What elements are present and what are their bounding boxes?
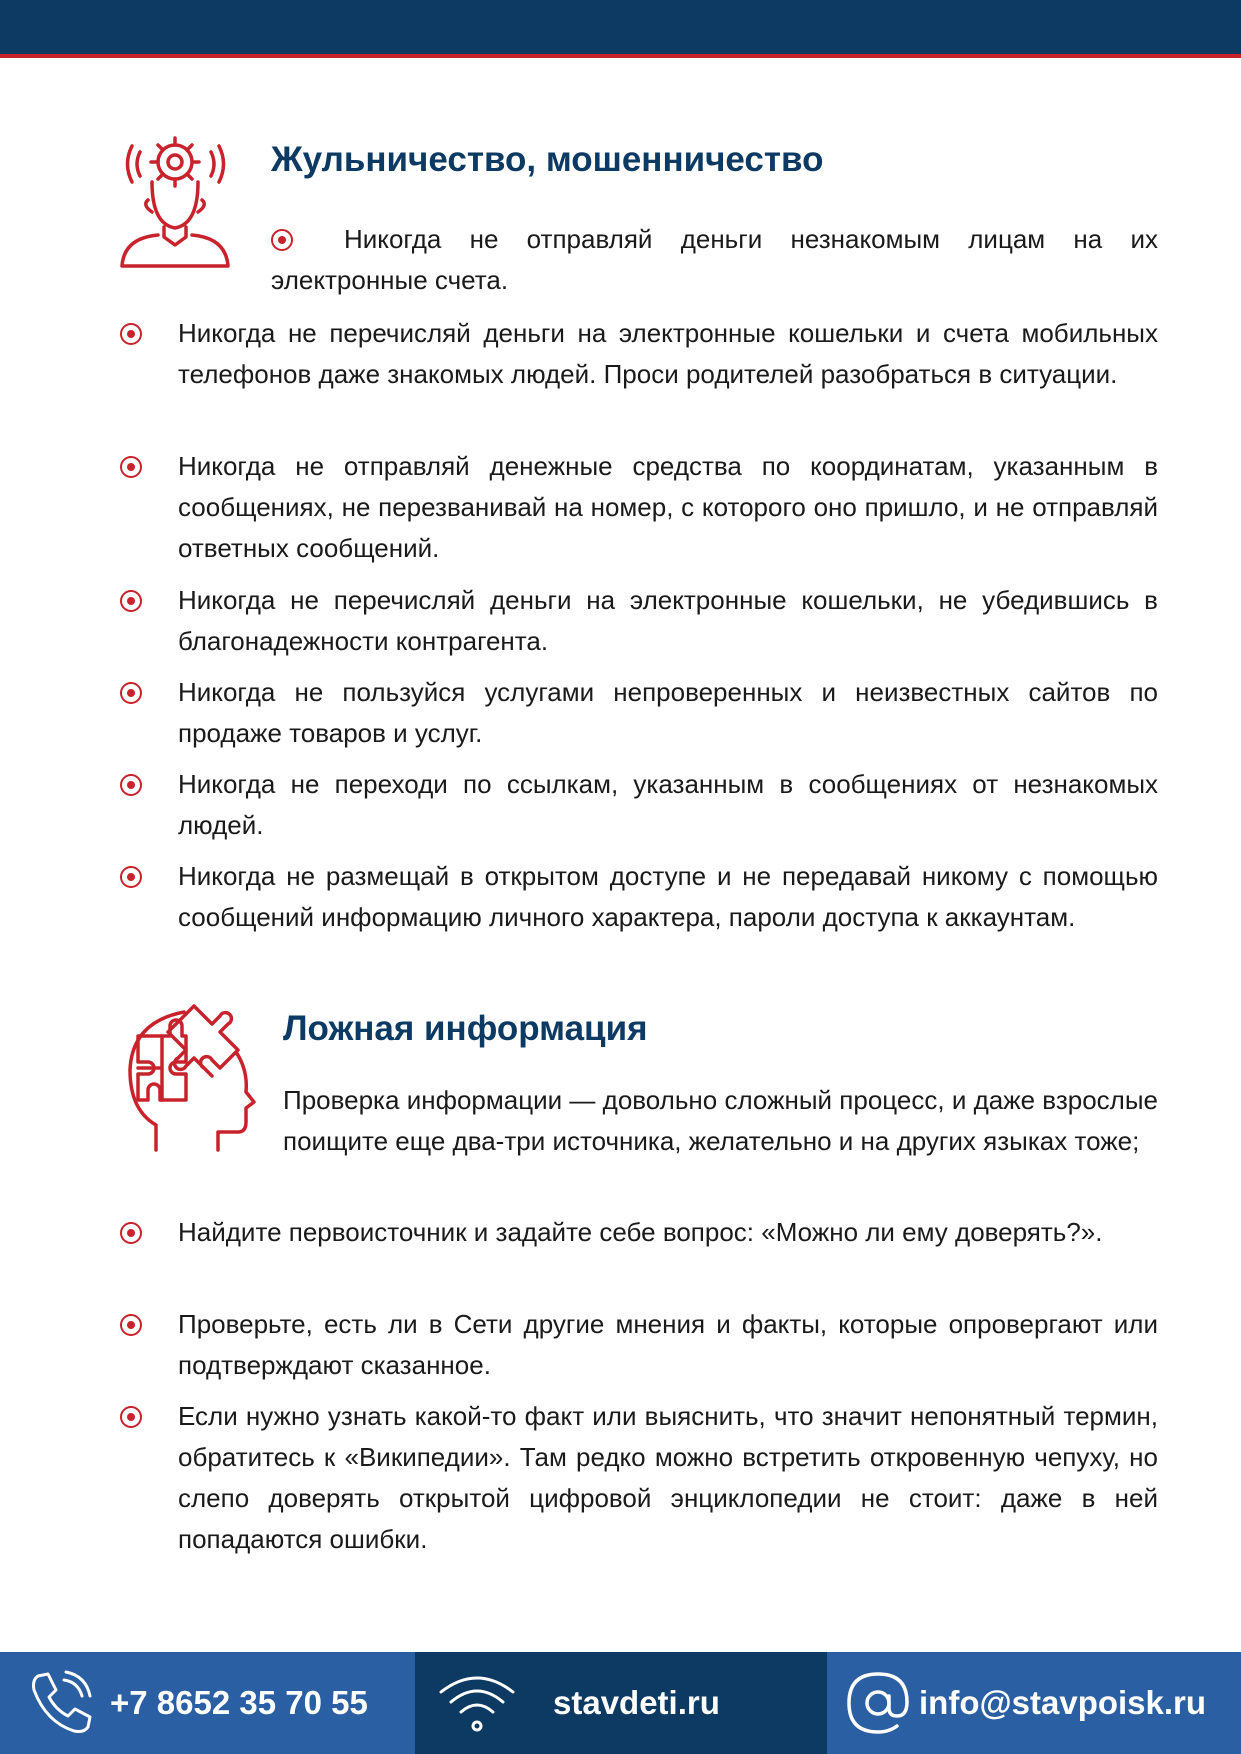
section-fraud-title: Жульничество, мошенничество (271, 140, 824, 179)
phone-icon (28, 1670, 96, 1736)
bullet-icon (120, 1212, 158, 1253)
bullet-icon (120, 580, 158, 621)
wifi-icon (437, 1670, 517, 1736)
footer-email-block[interactable] (827, 1652, 1241, 1754)
head-gear-icon (118, 130, 233, 270)
fraud-item-2: Никогда не перечисляй деньги на электронные кошельки и счета мобильных телефонов даже знакомых людей. Проси родителей разобраться в ситуации. (178, 318, 1158, 389)
bullet-icon (120, 672, 158, 713)
at-sign-icon (843, 1668, 913, 1738)
fraud-item-6: Никогда не переходи по ссылкам, указанным в сообщениях от незнакомых людей. (178, 769, 1158, 840)
misinfo-intro-text: Проверка информации — довольно сложный процесс, и даже взрослые поищите еще два-три источника, желательно и на других языках тоже; (283, 1085, 1158, 1156)
misinfo-item-3: Если нужно узнать какой-то факт или выяснить, что значит непонятный термин, обратитесь к «Википедии». Там редко можно встретить откровенную чепуху, но слепо доверять открытой цифровой энциклопедии не стоит: даже в ней попадаются ошибки. (178, 1401, 1158, 1554)
bullet-icon (120, 1396, 158, 1437)
footer-site-link[interactable]: stavdeti.ru (553, 1684, 720, 1721)
bullet-icon (120, 1304, 158, 1345)
misinfo-intro (120, 1080, 1158, 1162)
misinfo-item-1: Найдите первоисточник и задайте себе вопрос: «Можно ли ему доверять?». (178, 1217, 1103, 1247)
bullet-icon (120, 856, 158, 897)
top-header-bar (0, 0, 1241, 54)
footer-email-link[interactable]: info@stavpoisk.ru (919, 1684, 1207, 1721)
footer-phone-text[interactable]: +7 8652 35 70 55 (110, 1684, 368, 1721)
footer-site-block[interactable] (415, 1652, 827, 1754)
fraud-item-4: Никогда не перечисляй деньги на электронные кошельки, не убедившись в благонадежности контрагента. (178, 585, 1158, 656)
bullet-icon (120, 313, 158, 354)
footer-phone-block[interactable] (0, 1652, 415, 1754)
contact-footer (0, 1652, 1241, 1754)
fraud-item-1: Никогда не отправляй деньги незнакомым лицам на их электронные счета. (271, 224, 1158, 295)
top-header-accent-line (0, 54, 1241, 58)
bullet-icon (120, 764, 158, 805)
section-misinfo-title: Ложная информация (283, 1009, 648, 1048)
fraud-item-7: Никогда не размещай в открытом доступе и не передавай никому с помощью сообщений информацию личного характера, пароли доступа к аккаунтам. (178, 861, 1158, 932)
fraud-item-3: Никогда не отправляй денежные средства по координатам, указанным в сообщениях, не перезванивай на номер, с которого оно пришло, и не отправляй ответных сообщений. (178, 451, 1158, 563)
fraud-item-5: Никогда не пользуйся услугами непроверенных и неизвестных сайтов по продаже товаров и услуг. (178, 677, 1158, 748)
bullet-icon (120, 446, 158, 487)
misinfo-item-2: Проверьте, есть ли в Сети другие мнения и факты, которые опровергают или подтверждают сказанное. (178, 1309, 1158, 1380)
